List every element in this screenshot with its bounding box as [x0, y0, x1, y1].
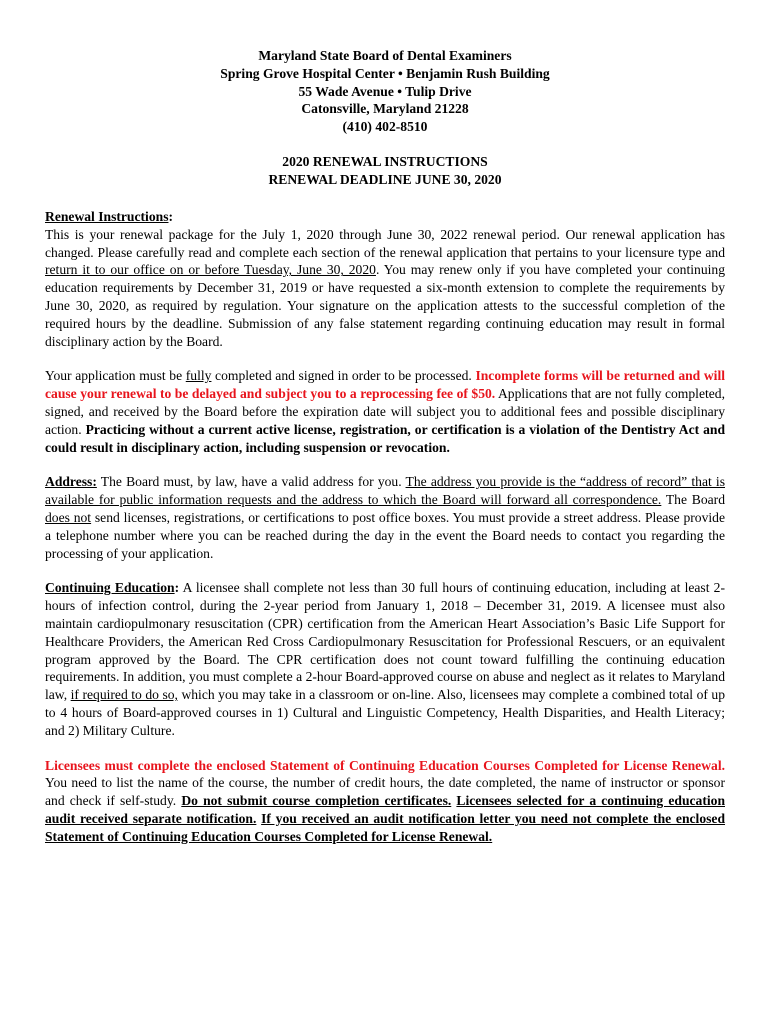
address-text-2: The Board — [661, 492, 725, 508]
ce-if-required: if required to do so, — [70, 687, 178, 703]
board-name: Maryland State Board of Dental Examiners — [258, 48, 512, 63]
title-line-2: RENEWAL DEADLINE JUNE 30, 2020 — [268, 172, 502, 188]
renewal-deadline-underlined: return it to our office on or before Tuesday, June 30, 2020 — [45, 262, 376, 278]
licensees-audit-letter-notice: If you received an audit notification letter you need not complete the enclosed Statement of Continuing Education Courses Completed for License Renewal. — [45, 810, 726, 844]
licensees-no-certificates: Do not submit course completion certificates. — [181, 793, 452, 809]
address-heading: Address: — [45, 474, 97, 490]
ce-text-2: which you may take in a classroom or on-line. Also, licensees may complete a combined total of up to 4 hours of Board-approved courses in 1) Cultural and Linguistic Competency, Health Disparities, and Health Literacy; and 2) Military Culture. — [45, 687, 725, 738]
ce-heading-colon: : — [174, 580, 180, 596]
application-warning-red: Incomplete forms will be returned and will cause your renewal to be delayed and subject you to a reprocessing fee of $50. — [45, 368, 726, 402]
licensees-text-1: You need to list the name of the course, the number of credit hours, the date completed, the name of instructor or sponsor and check if self-study. — [45, 775, 725, 809]
letterhead — [45, 47, 725, 189]
ce-text-1: A licensee shall complete not less than 30 full hours of continuing education, including at least 2-hours of infection control, during the 2-year period from January 1, 2018 – December 31, 2019. A licensee must also maintain cardiopulmonary resuscitation (CPR) certification from the American Heart Association’s Basic Life Support for Healthcare Providers, the American Red Cross Cardiopulmonary Resuscitation for Professional Rescuers, or an equivalent program approved by the Board. The CPR certification does not count toward fulfilling the continuing education requirements. In addition, you must complete a 2-hour Board-approved course on abuse and neglect as it relates to Maryland law, — [45, 580, 725, 703]
application-fully: fully — [185, 368, 212, 384]
application-text-3: Applications that are not fully completed, signed, and received by the Board before the expiration date will subject you to additional fees and possible disciplinary action. — [45, 386, 725, 437]
application-text-2: completed and signed in order to be processed. — [211, 368, 476, 384]
licensees-statement-red: Licensees must complete the enclosed Statement of Continuing Education Courses Completed for License Renewal. — [45, 757, 725, 773]
application-paragraph — [45, 367, 725, 456]
renewal-text-2: . You may renew only if you have completed your continuing education requirements by December 31, 2019 or have requested a six-month extension to complete the requirements by June 30, 2020, as required by regulation. Your signature on the application attests to the successful completion of the required hours by the deadline. Submission of any false statement regarding continuing education may result in formal disciplinary action by the Board. — [45, 262, 726, 349]
address-of-record-underlined: The address you provide is the “address of record” that is available for public information requests and the address to which the Board will forward all correspondence. — [45, 474, 725, 508]
document-page — [45, 47, 725, 863]
title-line-1: 2020 RENEWAL INSTRUCTIONS — [282, 154, 488, 170]
application-violation-bold: Practicing without a current active license, registration, or certification is a violation of the Dentistry Act and could result in disciplinary action, including suspension or revocation. — [45, 421, 726, 455]
document-title — [45, 153, 725, 189]
renewal-heading: Renewal Instructions — [45, 209, 169, 225]
phone-line: (410) 402-8510 — [342, 119, 428, 135]
licensees-paragraph — [45, 757, 725, 846]
application-text-1: Your application must be — [45, 368, 186, 384]
address-text-3: send licenses, registrations, or certifications to post office boxes. You must provide a street address. Please provide a telephone number where you can be reached during the day in the event the Board needs to contact you regarding the processing of your application. — [45, 510, 725, 561]
address-text-1: The Board must, by law, have a valid address for you. — [96, 474, 406, 490]
renewal-text-1: This is your renewal package for the July 1, 2020 through June 30, 2022 renewal period. Our renewal application has changed. Please carefully read and complete each section of the renewal application that pertains to your licensure type and — [45, 226, 725, 260]
renewal-heading-colon: : — [168, 209, 174, 225]
ce-heading: Continuing Education — [45, 580, 175, 596]
street-line: 55 Wade Avenue • Tulip Drive — [298, 83, 472, 99]
licensees-audit-notice: Licensees selected for a continuing education audit received separate notification. — [45, 793, 725, 826]
address-paragraph — [45, 473, 725, 562]
city-line: Catonsville, Maryland 21228 — [301, 101, 469, 117]
document-body — [45, 208, 725, 846]
continuing-education-paragraph — [45, 579, 725, 739]
renewal-instructions-paragraph — [45, 208, 725, 350]
building-line: Spring Grove Hospital Center • Benjamin Rush Building — [220, 65, 550, 81]
address-does-not: does not — [45, 510, 92, 526]
